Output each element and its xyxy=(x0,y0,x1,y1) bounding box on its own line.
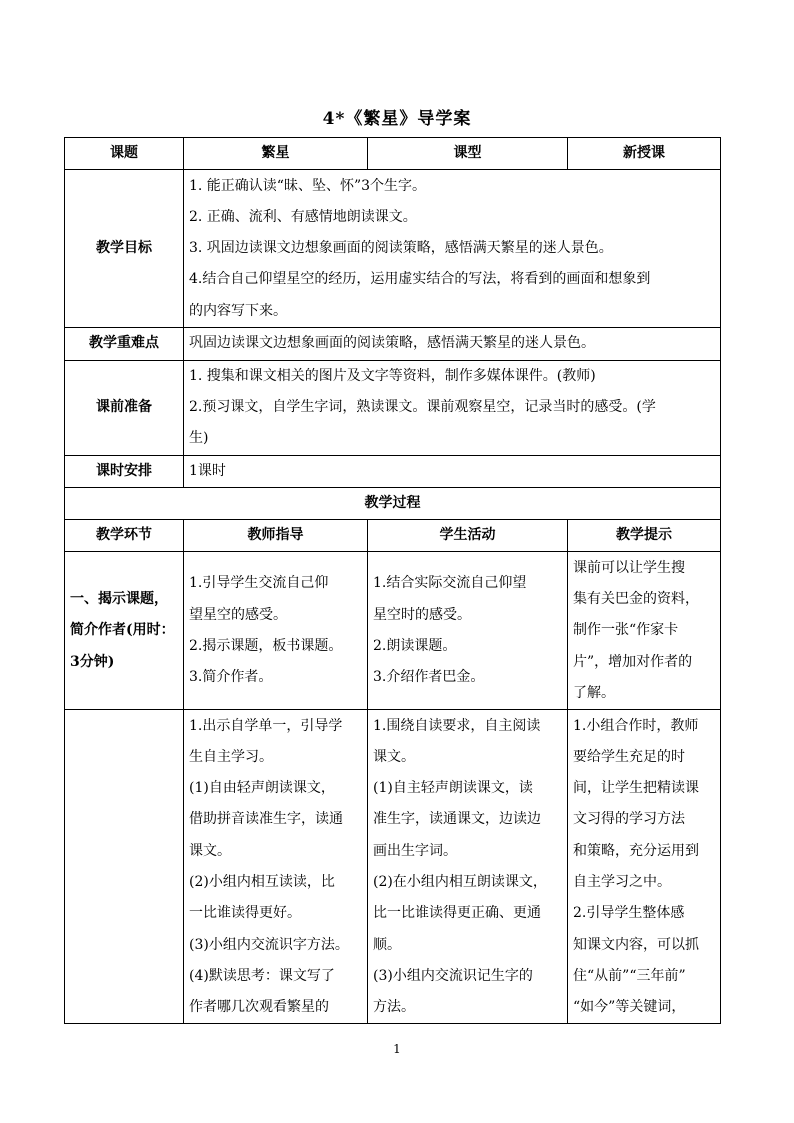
objective-line: 3. 巩固边读课文边想象画面的阅读策略，感悟满天繁星的迷人景色。 xyxy=(189,240,613,257)
objectives-label: 教学目标 xyxy=(65,170,184,328)
student-line: (2)在小组内相互朗读课文， xyxy=(373,873,547,890)
student-line: 方法。 xyxy=(373,999,415,1016)
student-line: 1.围绕自读要求，自主阅读 xyxy=(373,717,541,734)
teacher-line: 一比谁读得更好。 xyxy=(189,905,301,922)
objectives-content xyxy=(184,170,721,328)
tip-line: 1.小组合作时，教师 xyxy=(573,717,699,734)
objective-line: 4.结合自己仰望星空的经历，运用虚实结合的写法，将看到的画面和想象到 xyxy=(189,271,651,288)
teacher-line: 1.出示自学单一，引导学 xyxy=(189,717,343,734)
tip-line: 和策略，充分运用到 xyxy=(573,842,699,859)
document-title: 4*《繁星》导学案 xyxy=(322,109,472,129)
process-title: 教学过程 xyxy=(65,487,721,519)
student-line: 星空时的感受。 xyxy=(373,606,471,623)
tip-line: 课前可以让学生搜 xyxy=(573,559,685,576)
teacher-line: 望星空的感受。 xyxy=(189,606,287,623)
student-line: 比一比谁读得更正确、更通 xyxy=(373,905,541,922)
student-line: 课文。 xyxy=(373,748,415,765)
student-line: 准生字，读通课文，边读边 xyxy=(373,811,541,828)
stage-2-student xyxy=(368,710,568,1024)
objective-line: 的内容写下来。 xyxy=(189,302,287,319)
key-points-label: 教学重难点 xyxy=(65,328,184,360)
student-line: 3.介绍作者巴金。 xyxy=(373,669,485,686)
tip-line: 要给学生充足的时 xyxy=(573,748,685,765)
column-header: 教学提示 xyxy=(568,520,721,552)
column-header: 学生活动 xyxy=(368,520,568,552)
tip-line: 了解。 xyxy=(573,684,615,701)
tip-line: “如今”等关键词， xyxy=(573,999,686,1016)
teacher-line: 作者哪几次观看繁星的 xyxy=(189,999,329,1016)
teacher-line: 2.揭示课题，板书课题。 xyxy=(189,637,343,654)
table-row-stage-1 xyxy=(65,552,721,710)
objective-line: 1. 能正确认读“昧、坠、怀”3个生字。 xyxy=(189,177,427,194)
schedule-value: 1课时 xyxy=(184,455,721,487)
tip-line: 片”，增加对作者的 xyxy=(573,653,693,670)
student-line: 顺。 xyxy=(373,936,401,953)
teacher-line: (3)小组内交流识字方法。 xyxy=(189,936,349,953)
page-number: 1 xyxy=(393,1042,401,1056)
preparation-line: 1. 搜集和课文相关的图片及文字等资料，制作多媒体课件。(教师) xyxy=(189,367,596,384)
student-line: 画出生字词。 xyxy=(373,842,457,859)
stage-name-line: 一、揭示课题， xyxy=(70,591,168,608)
tip-line: 知课文内容，可以抓 xyxy=(573,936,699,953)
stage-1-student xyxy=(368,552,568,710)
tip-line: 住“从前”“三年前” xyxy=(573,967,686,984)
stage-1-tips xyxy=(568,552,721,710)
column-header: 教学环节 xyxy=(65,520,184,552)
lesson-type-label: 课型 xyxy=(368,138,568,170)
tip-line: 文习得的学习方法 xyxy=(573,811,685,828)
table-row-preparation xyxy=(65,360,721,455)
table-row-key-points xyxy=(65,328,721,360)
tip-line: 集有关巴金的资料， xyxy=(573,591,699,608)
teacher-line: 1.引导学生交流自己仰 xyxy=(189,575,329,592)
lesson-plan-table xyxy=(64,137,721,1024)
teacher-line: 借助拼音读准生字，读通 xyxy=(189,811,343,828)
preparation-content xyxy=(184,360,721,455)
preparation-line: 2.预习课文，自学生字词，熟读课文。课前观察星空，记录当时的感受。(学 xyxy=(189,398,656,415)
table-row-objectives xyxy=(65,170,721,328)
table-row-schedule xyxy=(65,455,721,487)
teacher-line: 课文。 xyxy=(189,842,231,859)
teacher-line: 3.简介作者。 xyxy=(189,669,273,686)
key-points-content: 巩固边读课文边想象画面的阅读策略，感悟满天繁星的迷人景色。 xyxy=(184,328,721,360)
lesson-type-value: 新授课 xyxy=(568,138,721,170)
tip-line: 间，让学生把精读课 xyxy=(573,780,699,797)
objective-line: 2. 正确、流利、有感情地朗读课文。 xyxy=(189,208,417,225)
preparation-line: 生) xyxy=(189,430,209,447)
topic-label: 课题 xyxy=(65,138,184,170)
tip-line: 自主学习之中。 xyxy=(573,873,671,890)
stage-name-line: 简介作者(用时： xyxy=(70,622,175,639)
stage-2-name xyxy=(65,710,184,1024)
student-line: (1)自主轻声朗读课文，读 xyxy=(373,780,533,797)
schedule-label: 课时安排 xyxy=(65,455,184,487)
student-line: 1.结合实际交流自己仰望 xyxy=(373,575,527,592)
column-header: 教师指导 xyxy=(184,520,368,552)
student-line: 2.朗读课题。 xyxy=(373,637,457,654)
table-row-stage-2 xyxy=(65,710,721,1024)
table-row-process-title xyxy=(65,487,721,519)
table-row-process-headers xyxy=(65,520,721,552)
preparation-label: 课前准备 xyxy=(65,360,184,455)
teacher-line: (2)小组内相互读读，比 xyxy=(189,873,335,890)
stage-1-teacher xyxy=(184,552,368,710)
stage-2-teacher xyxy=(184,710,368,1024)
tip-line: 2.引导学生整体感 xyxy=(573,905,685,922)
teacher-line: (4)默读思考：课文写了 xyxy=(189,967,335,984)
teacher-line: 生自主学习。 xyxy=(189,748,273,765)
tip-line: 制作一张“作家卡 xyxy=(573,622,679,639)
student-line: (3)小组内交流识记生字的 xyxy=(373,967,533,984)
table-row-topic xyxy=(65,138,721,170)
stage-2-tips xyxy=(568,710,721,1024)
stage-1-name xyxy=(65,552,184,710)
topic-value: 繁星 xyxy=(184,138,368,170)
teacher-line: (1)自由轻声朗读课文， xyxy=(189,780,335,797)
stage-name-line: 3分钟) xyxy=(70,653,115,670)
